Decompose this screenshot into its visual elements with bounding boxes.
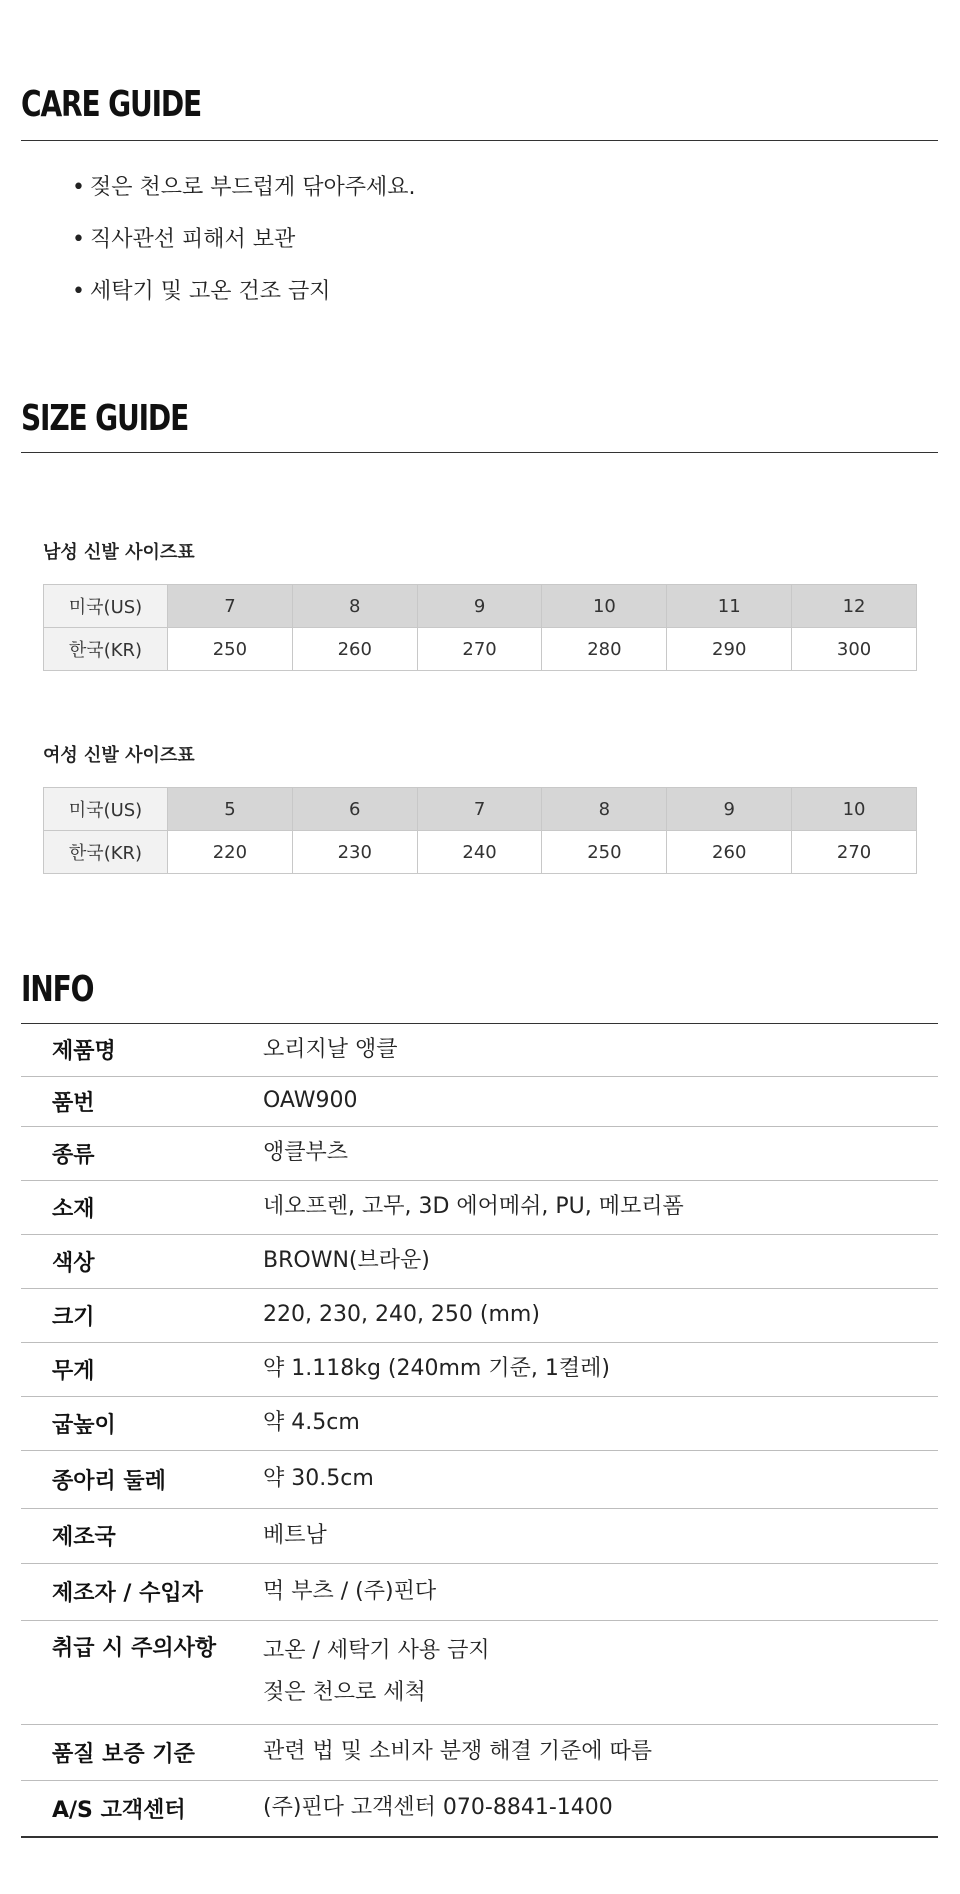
info-key: 종류 [21, 1126, 263, 1180]
info-value-line: 먹 부츠 / (주)핀다 [263, 1578, 437, 1604]
info-value [263, 1450, 938, 1508]
info-value [263, 1396, 938, 1450]
size-cell: 260 [292, 628, 417, 671]
bullet-icon: • [72, 279, 85, 304]
size-row-header: 한국(KR) [44, 831, 168, 874]
info-value [263, 1024, 938, 1076]
size-cell: 8 [292, 585, 417, 628]
info-value-line: 관련 법 및 소비자 분쟁 해결 기준에 따름 [263, 1739, 652, 1764]
info-value-line: 고온 / 세탁기 사용 금지 [263, 1638, 490, 1663]
care-guide-list [72, 170, 416, 326]
size-row-header: 미국(US) [44, 788, 168, 831]
bullet-icon: • [72, 175, 85, 200]
info-title: INFO [21, 969, 94, 1010]
info-value-line: 약 1.118kg (240mm 기준, 1켤레) [263, 1356, 610, 1381]
info-key: 색상 [21, 1234, 263, 1288]
info-value [263, 1076, 938, 1126]
info-row [21, 1342, 938, 1396]
info-key: A/S 고객센터 [21, 1780, 263, 1837]
info-value [263, 1126, 938, 1180]
info-value-line: OAW900 [263, 1088, 358, 1113]
info-row [21, 1563, 938, 1620]
info-table [21, 1024, 938, 1838]
info-key: 종아리 둘레 [21, 1450, 263, 1508]
women-size-table [43, 787, 917, 874]
info-key: 품번 [21, 1076, 263, 1126]
info-key: 제품명 [21, 1024, 263, 1076]
size-row-us [44, 788, 917, 831]
care-guide-item-text: 직사관선 피해서 보관 [90, 227, 296, 252]
info-row [21, 1450, 938, 1508]
care-guide-item [72, 170, 416, 222]
women-size-caption: 여성 신발 사이즈표 [43, 745, 195, 766]
info-key: 품질 보증 기준 [21, 1724, 263, 1780]
size-cell: 10 [542, 585, 667, 628]
info-key: 크기 [21, 1288, 263, 1342]
info-value [263, 1288, 938, 1342]
info-value-line: 약 30.5cm [263, 1466, 374, 1491]
info-value [263, 1508, 938, 1563]
info-value-line: 앵클부츠 [263, 1140, 349, 1165]
info-value-line: (주)핀다 고객센터 070-8841-1400 [263, 1795, 613, 1821]
info-row [21, 1780, 938, 1837]
info-key: 취급 시 주의사항 [21, 1620, 263, 1724]
info-key: 소재 [21, 1180, 263, 1234]
info-key: 제조국 [21, 1508, 263, 1563]
info-row [21, 1234, 938, 1288]
info-row [21, 1126, 938, 1180]
size-cell: 280 [542, 628, 667, 671]
info-row [21, 1288, 938, 1342]
size-guide-divider [21, 452, 938, 453]
info-value [263, 1342, 938, 1396]
size-cell: 270 [792, 831, 917, 874]
size-row-us [44, 585, 917, 628]
care-guide-item-text: 세탁기 및 고온 건조 금지 [90, 279, 331, 304]
size-cell: 250 [542, 831, 667, 874]
info-value-line: 오리지날 앵클 [263, 1036, 398, 1062]
size-guide-title: SIZE GUIDE [21, 398, 189, 439]
info-value [263, 1620, 938, 1724]
info-key: 굽높이 [21, 1396, 263, 1450]
size-cell: 7 [417, 788, 542, 831]
men-size-table [43, 584, 917, 671]
care-guide-title: CARE GUIDE [21, 84, 202, 125]
men-size-caption: 남성 신발 사이즈표 [43, 542, 195, 563]
info-value-line: 젖은 천으로 세척 [263, 1680, 426, 1705]
info-value [263, 1780, 938, 1837]
size-row-kr [44, 628, 917, 671]
size-cell: 9 [667, 788, 792, 831]
care-guide-item [72, 222, 416, 274]
info-value-line: BROWN(브라운) [263, 1248, 430, 1273]
size-cell: 230 [292, 831, 417, 874]
care-guide-divider [21, 140, 938, 141]
info-value [263, 1724, 938, 1780]
size-cell: 220 [168, 831, 293, 874]
size-row-kr [44, 831, 917, 874]
care-guide-item [72, 274, 416, 326]
size-cell: 10 [792, 788, 917, 831]
info-value-line: 약 4.5cm [263, 1410, 360, 1435]
size-cell: 6 [292, 788, 417, 831]
size-cell: 8 [542, 788, 667, 831]
info-row [21, 1396, 938, 1450]
info-row [21, 1076, 938, 1126]
size-cell: 260 [667, 831, 792, 874]
size-cell: 300 [792, 628, 917, 671]
info-value [263, 1563, 938, 1620]
info-row [21, 1024, 938, 1076]
care-guide-item-text: 젖은 천으로 부드럽게 닦아주세요. [90, 175, 416, 200]
info-row [21, 1724, 938, 1780]
info-key: 무게 [21, 1342, 263, 1396]
info-row [21, 1508, 938, 1563]
size-cell: 11 [667, 585, 792, 628]
size-cell: 270 [417, 628, 542, 671]
bullet-icon: • [72, 227, 85, 252]
info-value [263, 1180, 938, 1234]
size-cell: 7 [168, 585, 293, 628]
size-row-header: 미국(US) [44, 585, 168, 628]
info-value [263, 1234, 938, 1288]
info-row [21, 1180, 938, 1234]
info-value-line: 베트남 [263, 1522, 327, 1548]
info-value-line: 220, 230, 240, 250 (mm) [263, 1302, 540, 1327]
size-row-header: 한국(KR) [44, 628, 168, 671]
size-cell: 12 [792, 585, 917, 628]
info-key: 제조자 / 수입자 [21, 1563, 263, 1620]
size-cell: 250 [168, 628, 293, 671]
size-cell: 9 [417, 585, 542, 628]
size-cell: 5 [168, 788, 293, 831]
info-value-line: 네오프렌, 고무, 3D 에어메쉬, PU, 메모리폼 [263, 1194, 684, 1219]
size-cell: 240 [417, 831, 542, 874]
size-cell: 290 [667, 628, 792, 671]
info-row [21, 1620, 938, 1724]
